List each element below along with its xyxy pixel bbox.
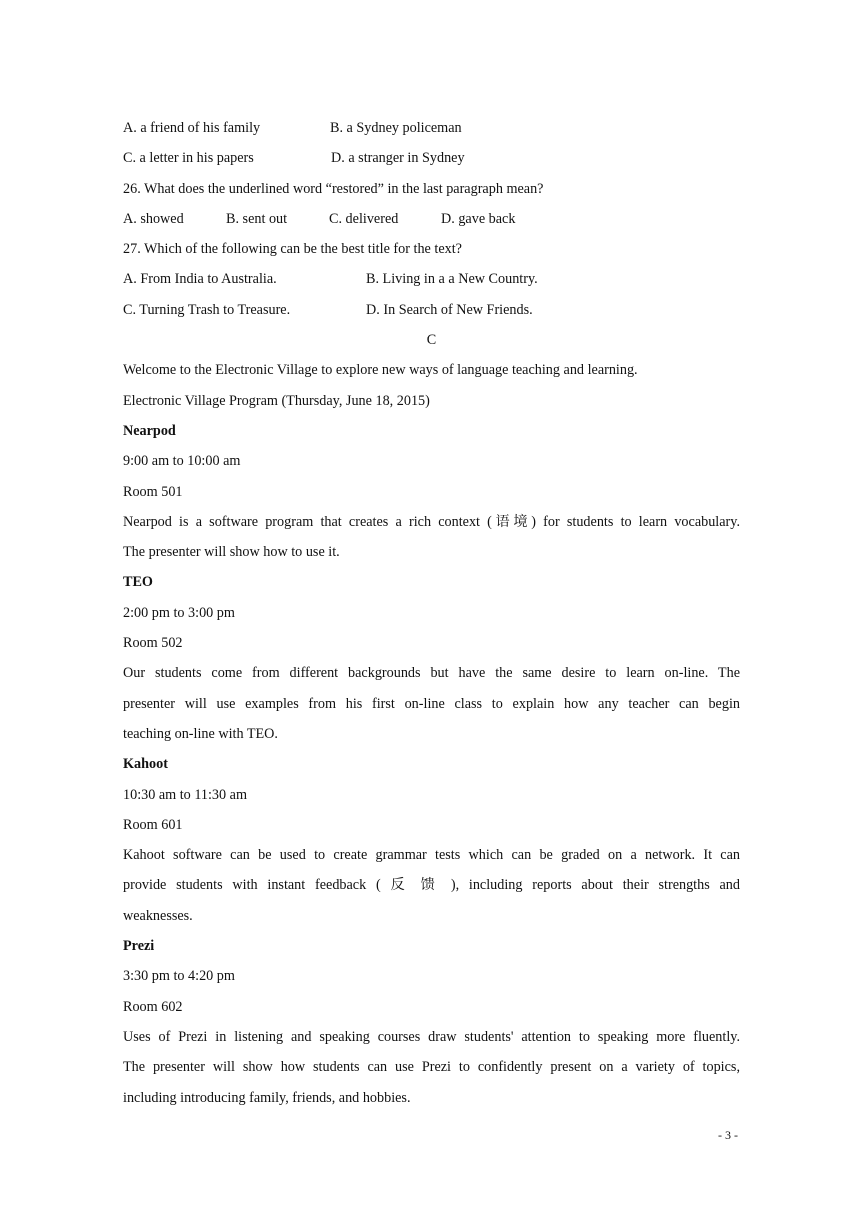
session-description-line: teaching on-line with TEO.	[123, 725, 278, 742]
session-description-line: Uses of Prezi in listening and speaking courses draw students' attention to speaking more fluently.	[123, 1028, 740, 1045]
session-name: Prezi	[123, 938, 155, 955]
session-time: 2:00 pm to 3:00 pm	[123, 604, 235, 621]
q25-options-row-2	[123, 143, 740, 173]
q26-question: 26. What does the underlined word “restored” in the last paragraph mean?	[123, 180, 544, 197]
q27-option-d: D. In Search of New Friends.	[366, 301, 533, 318]
q25-option-a: A. a friend of his family	[123, 120, 261, 136]
session-name: TEO	[123, 574, 153, 591]
q27-option-a: A. From India to Australia.	[123, 271, 277, 288]
session-description-line: including introducing family, friends, and hobbies.	[123, 1089, 411, 1106]
session-description-line: Nearpod is a software program that creates a rich context (语境) for students to learn vocabulary.	[123, 513, 740, 530]
q25-option-c: C. a letter in his papers	[123, 150, 254, 167]
session-time: 3:30 pm to 4:20 pm	[123, 968, 235, 985]
session-description-line: presenter will use examples from his first on-line class to explain how any teacher can begin	[123, 695, 740, 712]
passage-label: C	[426, 332, 437, 349]
q26-option-b: B. sent out	[226, 210, 288, 227]
q25-option-b: B. a Sydney policeman	[330, 120, 462, 136]
session-teo	[123, 567, 740, 749]
q27-options-row-1	[123, 264, 740, 294]
session-room: Room 602	[123, 998, 183, 1015]
session-description-line: The presenter will show how to use it.	[123, 544, 340, 561]
q27-options-row-2	[123, 295, 740, 325]
session-time: 9:00 am to 10:00 am	[123, 453, 241, 470]
passage-intro: Welcome to the Electronic Village to explore new ways of language teaching and learning.	[123, 362, 638, 379]
session-room: Room 502	[123, 635, 183, 652]
session-kahoot	[123, 749, 740, 931]
session-description-line: The presenter will show how students can use Prezi to confidently present on a variety of topics,	[123, 1059, 740, 1076]
session-name: Nearpod	[123, 422, 176, 439]
session-name: Kahoot	[123, 756, 168, 773]
page-number: - 3 -	[718, 1128, 738, 1142]
q26-option-a: A. showed	[123, 210, 184, 227]
q27-option-c: C. Turning Trash to Treasure.	[123, 301, 291, 318]
page-content	[123, 113, 740, 1113]
session-room: Room 601	[123, 816, 183, 833]
session-room: Room 501	[123, 483, 183, 500]
q27-option-b: B. Living in a a New Country.	[366, 271, 538, 288]
q26-option-d: D. gave back	[441, 210, 516, 227]
session-description-line: weaknesses.	[123, 907, 193, 924]
session-description-line: provide students with instant feedback ( 反 馈 ), including reports about their strengths and	[123, 877, 740, 894]
q26-option-c: C. delivered	[329, 210, 399, 227]
session-description-line: Our students come from different backgrounds but have the same desire to learn on-line. The	[123, 665, 740, 682]
session-nearpod	[123, 416, 740, 567]
program-title: Electronic Village Program (Thursday, June 18, 2015)	[123, 392, 430, 409]
session-prezi	[123, 931, 740, 1113]
session-description-line: Kahoot software can be used to create grammar tests which can be graded on a network. It can	[123, 847, 740, 864]
q27-question: 27. Which of the following can be the best title for the text?	[123, 241, 462, 258]
q26-options-row	[123, 204, 740, 234]
q25-options-row-1	[123, 113, 740, 143]
q25-option-d: D. a stranger in Sydney	[331, 150, 465, 167]
session-time: 10:30 am to 11:30 am	[123, 786, 247, 803]
